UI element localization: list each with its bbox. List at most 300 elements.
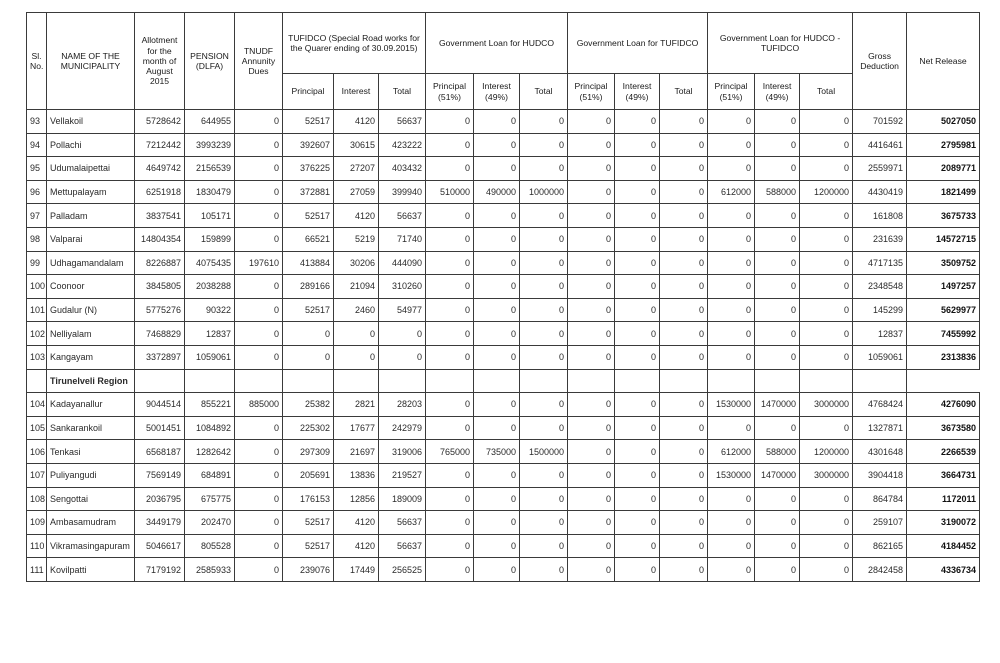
value-cell: 4120 bbox=[334, 534, 379, 558]
value-cell: 0 bbox=[660, 534, 708, 558]
value-cell: 0 bbox=[755, 487, 800, 511]
value-cell: 0 bbox=[520, 298, 568, 322]
value-cell: 0 bbox=[283, 345, 334, 369]
municipality-name-cell: Valparai bbox=[47, 227, 135, 251]
municipality-name-cell: Puliyangudi bbox=[47, 463, 135, 487]
region-row bbox=[27, 369, 980, 393]
sl-no-cell: 111 bbox=[27, 558, 47, 582]
value-cell: 1470000 bbox=[755, 463, 800, 487]
value-cell: 1000000 bbox=[520, 180, 568, 204]
value-cell: 0 bbox=[426, 227, 474, 251]
value-cell: 6568187 bbox=[135, 440, 185, 464]
municipality-release-table bbox=[26, 12, 980, 582]
value-cell: 0 bbox=[755, 534, 800, 558]
value-cell: 205691 bbox=[283, 463, 334, 487]
value-cell: 8226887 bbox=[135, 251, 185, 275]
value-cell: 3837541 bbox=[135, 204, 185, 228]
value-cell: 1200000 bbox=[800, 440, 853, 464]
table-row bbox=[27, 463, 980, 487]
region-empty-cell bbox=[520, 369, 568, 393]
value-cell: 3000000 bbox=[800, 463, 853, 487]
value-cell: 0 bbox=[660, 298, 708, 322]
value-cell: 159899 bbox=[185, 227, 235, 251]
value-cell: 0 bbox=[708, 133, 755, 157]
value-cell: 1059061 bbox=[185, 345, 235, 369]
table-row bbox=[27, 298, 980, 322]
sl-no-cell: 99 bbox=[27, 251, 47, 275]
value-cell: 675775 bbox=[185, 487, 235, 511]
header-gl-hudco-tufidco: Government Loan for HUDCO - TUFIDCO bbox=[708, 13, 853, 74]
value-cell: 161808 bbox=[853, 204, 907, 228]
sl-no-cell: 98 bbox=[27, 227, 47, 251]
value-cell: 0 bbox=[660, 463, 708, 487]
value-cell: 0 bbox=[800, 487, 853, 511]
value-cell: 0 bbox=[800, 511, 853, 535]
value-cell: 612000 bbox=[708, 180, 755, 204]
table-row bbox=[27, 511, 980, 535]
value-cell: 0 bbox=[708, 275, 755, 299]
value-cell: 0 bbox=[615, 275, 660, 299]
value-cell: 372881 bbox=[283, 180, 334, 204]
value-cell: 319006 bbox=[379, 440, 426, 464]
value-cell: 0 bbox=[235, 110, 283, 134]
subheader-tufidco-principal: Principal bbox=[283, 74, 334, 110]
value-cell: 0 bbox=[660, 322, 708, 346]
net-release-cell: 2795981 bbox=[907, 133, 980, 157]
value-cell: 2038288 bbox=[185, 275, 235, 299]
region-empty-cell bbox=[615, 369, 660, 393]
sl-no-cell: 101 bbox=[27, 298, 47, 322]
value-cell: 0 bbox=[474, 416, 520, 440]
value-cell: 3845805 bbox=[135, 275, 185, 299]
value-cell: 0 bbox=[800, 157, 853, 181]
value-cell: 490000 bbox=[474, 180, 520, 204]
sl-no-cell: 108 bbox=[27, 487, 47, 511]
value-cell: 0 bbox=[568, 227, 615, 251]
value-cell: 0 bbox=[568, 511, 615, 535]
value-cell: 52517 bbox=[283, 204, 334, 228]
value-cell: 0 bbox=[615, 440, 660, 464]
value-cell: 0 bbox=[520, 487, 568, 511]
value-cell: 5001451 bbox=[135, 416, 185, 440]
value-cell: 0 bbox=[660, 204, 708, 228]
value-cell: 864784 bbox=[853, 487, 907, 511]
value-cell: 0 bbox=[379, 322, 426, 346]
value-cell: 0 bbox=[379, 345, 426, 369]
value-cell: 0 bbox=[708, 487, 755, 511]
value-cell: 54977 bbox=[379, 298, 426, 322]
value-cell: 376225 bbox=[283, 157, 334, 181]
municipality-name-cell: Sengottai bbox=[47, 487, 135, 511]
value-cell: 0 bbox=[615, 487, 660, 511]
region-sl-cell bbox=[27, 369, 47, 393]
region-empty-cell bbox=[185, 369, 235, 393]
table-row bbox=[27, 275, 980, 299]
value-cell: 0 bbox=[660, 440, 708, 464]
value-cell: 0 bbox=[568, 275, 615, 299]
value-cell: 0 bbox=[755, 204, 800, 228]
value-cell: 0 bbox=[708, 110, 755, 134]
value-cell: 0 bbox=[800, 251, 853, 275]
value-cell: 0 bbox=[800, 416, 853, 440]
net-release-cell: 4276090 bbox=[907, 393, 980, 417]
value-cell: 0 bbox=[755, 558, 800, 582]
value-cell: 0 bbox=[755, 298, 800, 322]
value-cell: 0 bbox=[660, 157, 708, 181]
municipality-name-cell: Mettupalayam bbox=[47, 180, 135, 204]
value-cell: 56637 bbox=[379, 534, 426, 558]
value-cell: 219527 bbox=[379, 463, 426, 487]
value-cell: 0 bbox=[235, 133, 283, 157]
value-cell: 0 bbox=[615, 180, 660, 204]
value-cell: 1084892 bbox=[185, 416, 235, 440]
value-cell: 1059061 bbox=[853, 345, 907, 369]
sl-no-cell: 107 bbox=[27, 463, 47, 487]
sl-no-cell: 102 bbox=[27, 322, 47, 346]
value-cell: 0 bbox=[520, 110, 568, 134]
value-cell: 0 bbox=[660, 251, 708, 275]
value-cell: 7468829 bbox=[135, 322, 185, 346]
net-release-cell: 3673580 bbox=[907, 416, 980, 440]
subheader-hudco-interest: Interest (49%) bbox=[474, 74, 520, 110]
municipality-name-cell: Udumalaipettai bbox=[47, 157, 135, 181]
value-cell: 289166 bbox=[283, 275, 334, 299]
value-cell: 0 bbox=[520, 204, 568, 228]
sl-no-cell: 105 bbox=[27, 416, 47, 440]
header-tufidco: TUFIDCO (Special Road works for the Quarer ending of 30.09.2015) bbox=[283, 13, 426, 74]
value-cell: 0 bbox=[520, 133, 568, 157]
net-release-cell: 2313836 bbox=[907, 345, 980, 369]
value-cell: 0 bbox=[520, 345, 568, 369]
value-cell: 0 bbox=[283, 322, 334, 346]
value-cell: 0 bbox=[235, 534, 283, 558]
value-cell: 0 bbox=[474, 110, 520, 134]
value-cell: 403432 bbox=[379, 157, 426, 181]
value-cell: 0 bbox=[474, 487, 520, 511]
value-cell: 765000 bbox=[426, 440, 474, 464]
value-cell: 0 bbox=[426, 393, 474, 417]
municipality-name-cell: Kovilpatti bbox=[47, 558, 135, 582]
value-cell: 0 bbox=[474, 322, 520, 346]
value-cell: 0 bbox=[426, 110, 474, 134]
net-release-cell: 14572715 bbox=[907, 227, 980, 251]
value-cell: 1282642 bbox=[185, 440, 235, 464]
value-cell: 25382 bbox=[283, 393, 334, 417]
region-empty-cell bbox=[235, 369, 283, 393]
value-cell: 0 bbox=[615, 227, 660, 251]
value-cell: 0 bbox=[755, 251, 800, 275]
value-cell: 0 bbox=[568, 133, 615, 157]
value-cell: 239076 bbox=[283, 558, 334, 582]
municipality-name-cell: Ambasamudram bbox=[47, 511, 135, 535]
value-cell: 4430419 bbox=[853, 180, 907, 204]
sl-no-cell: 96 bbox=[27, 180, 47, 204]
value-cell: 0 bbox=[474, 393, 520, 417]
value-cell: 0 bbox=[800, 558, 853, 582]
value-cell: 0 bbox=[474, 204, 520, 228]
value-cell: 444090 bbox=[379, 251, 426, 275]
value-cell: 56637 bbox=[379, 204, 426, 228]
value-cell: 0 bbox=[474, 157, 520, 181]
value-cell: 2348548 bbox=[853, 275, 907, 299]
value-cell: 0 bbox=[520, 157, 568, 181]
value-cell: 0 bbox=[568, 416, 615, 440]
value-cell: 0 bbox=[520, 511, 568, 535]
value-cell: 197610 bbox=[235, 251, 283, 275]
region-empty-cell bbox=[853, 369, 907, 393]
value-cell: 413884 bbox=[283, 251, 334, 275]
net-release-cell: 3675733 bbox=[907, 204, 980, 228]
value-cell: 0 bbox=[520, 393, 568, 417]
net-release-cell: 2089771 bbox=[907, 157, 980, 181]
value-cell: 0 bbox=[660, 416, 708, 440]
header-name: NAME OF THE MUNICIPALITY bbox=[47, 13, 135, 110]
value-cell: 4120 bbox=[334, 511, 379, 535]
value-cell: 0 bbox=[568, 298, 615, 322]
value-cell: 12837 bbox=[853, 322, 907, 346]
net-release-cell: 4336734 bbox=[907, 558, 980, 582]
value-cell: 0 bbox=[615, 251, 660, 275]
value-cell: 4120 bbox=[334, 204, 379, 228]
subheader-tufidco-total: Total bbox=[379, 74, 426, 110]
table-row bbox=[27, 133, 980, 157]
value-cell: 27059 bbox=[334, 180, 379, 204]
value-cell: 3000000 bbox=[800, 393, 853, 417]
table-body bbox=[27, 110, 980, 582]
value-cell: 310260 bbox=[379, 275, 426, 299]
municipality-name-cell: Vikramasingapuram bbox=[47, 534, 135, 558]
value-cell: 735000 bbox=[474, 440, 520, 464]
value-cell: 0 bbox=[755, 275, 800, 299]
value-cell: 0 bbox=[426, 133, 474, 157]
value-cell: 0 bbox=[520, 275, 568, 299]
value-cell: 17677 bbox=[334, 416, 379, 440]
value-cell: 27207 bbox=[334, 157, 379, 181]
value-cell: 0 bbox=[660, 511, 708, 535]
net-release-cell: 3190072 bbox=[907, 511, 980, 535]
value-cell: 0 bbox=[426, 558, 474, 582]
value-cell: 4120 bbox=[334, 110, 379, 134]
region-empty-cell bbox=[708, 369, 755, 393]
value-cell: 0 bbox=[800, 133, 853, 157]
value-cell: 862165 bbox=[853, 534, 907, 558]
value-cell: 0 bbox=[800, 227, 853, 251]
header-net-release: Net Release bbox=[907, 13, 980, 110]
value-cell: 52517 bbox=[283, 110, 334, 134]
value-cell: 17449 bbox=[334, 558, 379, 582]
region-empty-cell bbox=[283, 369, 334, 393]
table-row bbox=[27, 558, 980, 582]
value-cell: 510000 bbox=[426, 180, 474, 204]
value-cell: 0 bbox=[708, 298, 755, 322]
sl-no-cell: 94 bbox=[27, 133, 47, 157]
value-cell: 1327871 bbox=[853, 416, 907, 440]
value-cell: 0 bbox=[520, 322, 568, 346]
value-cell: 9044514 bbox=[135, 393, 185, 417]
value-cell: 0 bbox=[568, 204, 615, 228]
sl-no-cell: 109 bbox=[27, 511, 47, 535]
header-sl-no: Sl. No. bbox=[27, 13, 47, 110]
value-cell: 701592 bbox=[853, 110, 907, 134]
table-header bbox=[27, 13, 980, 110]
value-cell: 0 bbox=[568, 157, 615, 181]
value-cell: 0 bbox=[235, 227, 283, 251]
value-cell: 242979 bbox=[379, 416, 426, 440]
net-release-cell: 5629977 bbox=[907, 298, 980, 322]
value-cell: 0 bbox=[235, 440, 283, 464]
value-cell: 0 bbox=[660, 275, 708, 299]
value-cell: 0 bbox=[800, 204, 853, 228]
table-row bbox=[27, 322, 980, 346]
value-cell: 0 bbox=[755, 322, 800, 346]
value-cell: 0 bbox=[615, 558, 660, 582]
value-cell: 0 bbox=[568, 322, 615, 346]
value-cell: 0 bbox=[426, 463, 474, 487]
value-cell: 0 bbox=[708, 251, 755, 275]
sl-no-cell: 97 bbox=[27, 204, 47, 228]
value-cell: 202470 bbox=[185, 511, 235, 535]
value-cell: 0 bbox=[615, 534, 660, 558]
value-cell: 0 bbox=[520, 227, 568, 251]
value-cell: 0 bbox=[568, 534, 615, 558]
value-cell: 3993239 bbox=[185, 133, 235, 157]
value-cell: 392607 bbox=[283, 133, 334, 157]
header-tnudf: TNUDF Annunity Dues bbox=[235, 13, 283, 110]
document-page bbox=[26, 12, 980, 582]
value-cell: 3372897 bbox=[135, 345, 185, 369]
value-cell: 0 bbox=[426, 487, 474, 511]
value-cell: 7569149 bbox=[135, 463, 185, 487]
value-cell: 3449179 bbox=[135, 511, 185, 535]
value-cell: 0 bbox=[708, 345, 755, 369]
value-cell: 0 bbox=[755, 511, 800, 535]
municipality-name-cell: Vellakoil bbox=[47, 110, 135, 134]
region-empty-cell bbox=[474, 369, 520, 393]
municipality-name-cell: Palladam bbox=[47, 204, 135, 228]
value-cell: 105171 bbox=[185, 204, 235, 228]
value-cell: 0 bbox=[235, 204, 283, 228]
table-row bbox=[27, 393, 980, 417]
net-release-cell: 4184452 bbox=[907, 534, 980, 558]
value-cell: 0 bbox=[568, 110, 615, 134]
value-cell: 0 bbox=[520, 534, 568, 558]
value-cell: 0 bbox=[568, 393, 615, 417]
value-cell: 0 bbox=[615, 110, 660, 134]
value-cell: 1200000 bbox=[800, 180, 853, 204]
value-cell: 0 bbox=[235, 298, 283, 322]
value-cell: 588000 bbox=[755, 440, 800, 464]
region-label: Tirunelveli Region bbox=[47, 369, 135, 393]
value-cell: 6251918 bbox=[135, 180, 185, 204]
value-cell: 2460 bbox=[334, 298, 379, 322]
value-cell: 0 bbox=[755, 227, 800, 251]
value-cell: 30206 bbox=[334, 251, 379, 275]
value-cell: 0 bbox=[568, 440, 615, 464]
value-cell: 21697 bbox=[334, 440, 379, 464]
sl-no-cell: 100 bbox=[27, 275, 47, 299]
value-cell: 12856 bbox=[334, 487, 379, 511]
subheader-hudco-principal: Principal (51%) bbox=[426, 74, 474, 110]
value-cell: 0 bbox=[755, 345, 800, 369]
header-gl-hudco: Government Loan for HUDCO bbox=[426, 13, 568, 74]
table-row bbox=[27, 534, 980, 558]
value-cell: 0 bbox=[755, 157, 800, 181]
value-cell: 1530000 bbox=[708, 463, 755, 487]
net-release-cell: 5027050 bbox=[907, 110, 980, 134]
value-cell: 3904418 bbox=[853, 463, 907, 487]
value-cell: 7212442 bbox=[135, 133, 185, 157]
value-cell: 297309 bbox=[283, 440, 334, 464]
value-cell: 0 bbox=[426, 204, 474, 228]
value-cell: 0 bbox=[568, 487, 615, 511]
value-cell: 0 bbox=[474, 227, 520, 251]
value-cell: 0 bbox=[708, 534, 755, 558]
value-cell: 0 bbox=[615, 157, 660, 181]
value-cell: 71740 bbox=[379, 227, 426, 251]
value-cell: 588000 bbox=[755, 180, 800, 204]
subheader-tufidco-loan-total: Total bbox=[660, 74, 708, 110]
subheader-tufidco-loan-principal: Principal (51%) bbox=[568, 74, 615, 110]
municipality-name-cell: Kangayam bbox=[47, 345, 135, 369]
value-cell: 0 bbox=[520, 416, 568, 440]
value-cell: 0 bbox=[474, 558, 520, 582]
sl-no-cell: 93 bbox=[27, 110, 47, 134]
value-cell: 0 bbox=[235, 511, 283, 535]
value-cell: 0 bbox=[568, 463, 615, 487]
value-cell: 0 bbox=[568, 558, 615, 582]
value-cell: 225302 bbox=[283, 416, 334, 440]
region-empty-cell bbox=[135, 369, 185, 393]
net-release-cell: 7455992 bbox=[907, 322, 980, 346]
value-cell: 0 bbox=[800, 345, 853, 369]
value-cell: 684891 bbox=[185, 463, 235, 487]
value-cell: 644955 bbox=[185, 110, 235, 134]
value-cell: 5728642 bbox=[135, 110, 185, 134]
value-cell: 0 bbox=[660, 180, 708, 204]
header-gl-tufidco: Government Loan for TUFIDCO bbox=[568, 13, 708, 74]
net-release-cell: 1497257 bbox=[907, 275, 980, 299]
subheader-tufidco-loan-interest: Interest (49%) bbox=[615, 74, 660, 110]
value-cell: 4649742 bbox=[135, 157, 185, 181]
value-cell: 0 bbox=[474, 463, 520, 487]
net-release-cell: 1172011 bbox=[907, 487, 980, 511]
value-cell: 176153 bbox=[283, 487, 334, 511]
value-cell: 0 bbox=[426, 345, 474, 369]
value-cell: 0 bbox=[800, 322, 853, 346]
region-empty-cell bbox=[755, 369, 800, 393]
value-cell: 256525 bbox=[379, 558, 426, 582]
region-empty-cell bbox=[800, 369, 853, 393]
sl-no-cell: 106 bbox=[27, 440, 47, 464]
value-cell: 0 bbox=[520, 463, 568, 487]
sl-no-cell: 103 bbox=[27, 345, 47, 369]
municipality-name-cell: Tenkasi bbox=[47, 440, 135, 464]
value-cell: 0 bbox=[800, 534, 853, 558]
table-row bbox=[27, 416, 980, 440]
value-cell: 805528 bbox=[185, 534, 235, 558]
value-cell: 1530000 bbox=[708, 393, 755, 417]
value-cell: 231639 bbox=[853, 227, 907, 251]
value-cell: 5046617 bbox=[135, 534, 185, 558]
value-cell: 1470000 bbox=[755, 393, 800, 417]
value-cell: 0 bbox=[755, 110, 800, 134]
value-cell: 0 bbox=[660, 393, 708, 417]
value-cell: 0 bbox=[615, 133, 660, 157]
value-cell: 0 bbox=[426, 322, 474, 346]
value-cell: 0 bbox=[660, 133, 708, 157]
value-cell: 0 bbox=[800, 275, 853, 299]
value-cell: 0 bbox=[474, 298, 520, 322]
